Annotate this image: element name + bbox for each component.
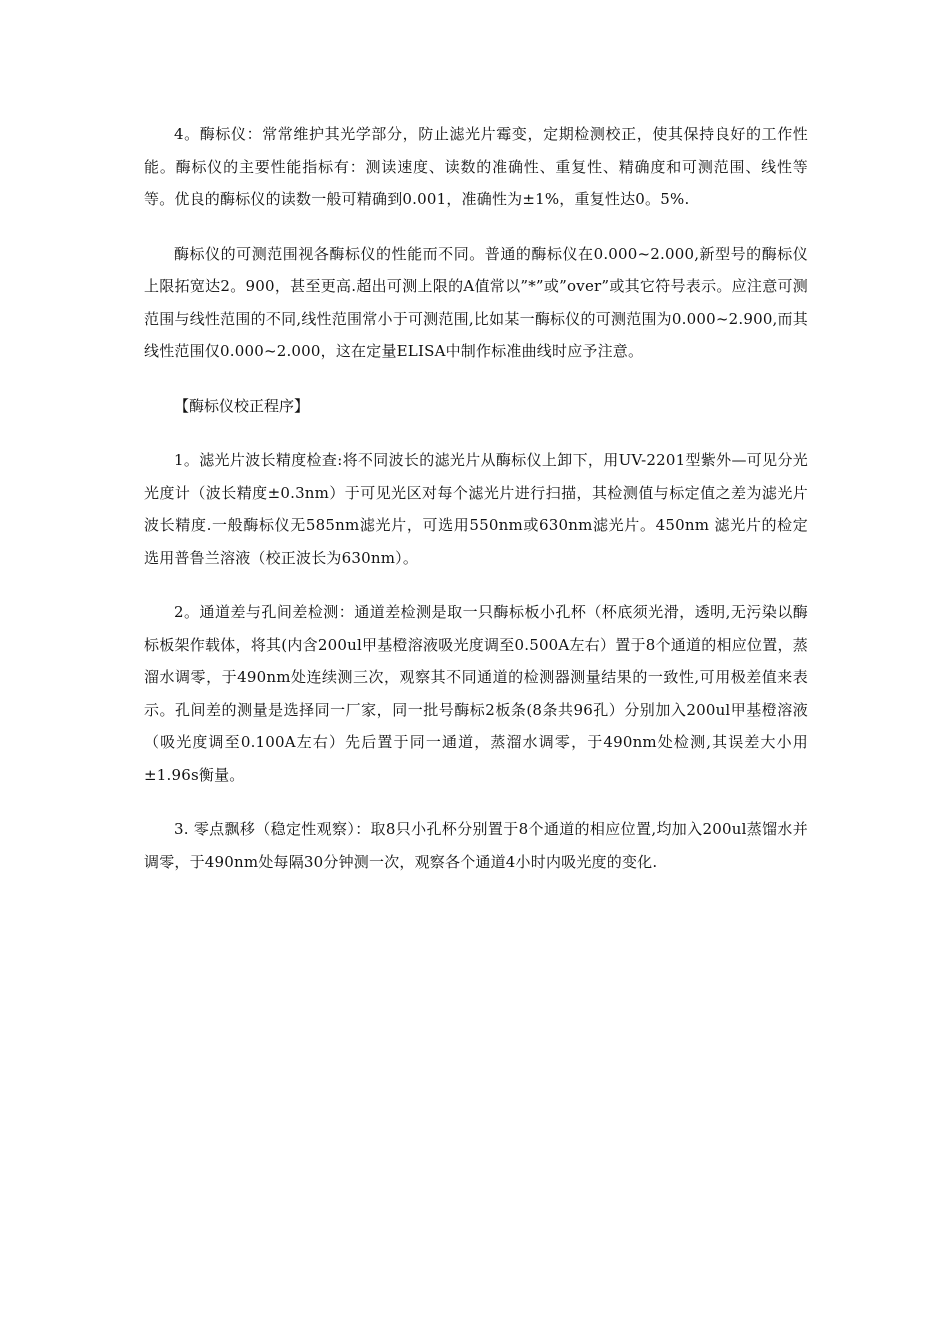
section-heading: 【酶标仪校正程序】 (174, 396, 310, 415)
paragraph-range: 酶标仪的可测范围视各酶标仪的性能而不同。普通的酶标仪在0.000~2.000,新型号的酶标仪上限拓宽达2。900，甚至更高.超出可测上限的A值常以”*”或”over”或其它符号表示。应注意可测范围与线性范围的不同,线性范围常小于可测范围,比如某一酶标仪的可测范围为0.000~2.900,而其线性范围仅0.000~2.000，这在定量ELISA中制作标准曲线时应予注意。 (144, 244, 808, 360)
step-zero-drift: 3. 零点飘移（稳定性观察）：取8只小孔杯分别置于8个通道的相应位置,均加入200ul蒸馏水并调零，于490nm处每隔30分钟测一次，观察各个通道4小时内吸光度的变化. (144, 820, 808, 871)
paragraph-maintenance: 4。酶标仪：常常维护其光学部分，防止滤光片霉变，定期检测校正，使其保持良好的工作性能。酶标仪的主要性能指标有：测读速度、读数的准确性、重复性、精确度和可测范围、线性等等。优良的酶标仪的读数一般可精确到0.001，准确性为±1%，重复性达0。5%. (144, 125, 808, 208)
step-channel-well-difference: 2。通道差与孔间差检测：通道差检测是取一只酶标板小孔杯（杯底须光滑，透明,无污染以酶标板架作载体，将其(内含200ul甲基橙溶液吸光度调至0.500A左右）置于8个通道的相应位置，蒸溜水调零，于490nm处连续测三次，观察其不同通道的检测器测量结果的一致性,可用极差值来表示。孔间差的测量是选择同一厂家，同一批号酶标2板条(8条共96孔）分别加入200ul甲基橙溶液（吸光度调至0.100A左右）先后置于同一通道，蒸溜水调零，于490nm处检测,其误差大小用±1.96s衡量。 (144, 603, 808, 784)
step-filter-wavelength: 1。滤光片波长精度检查:将不同波长的滤光片从酶标仪上卸下，用UV-2201型紫外—可见分光光度计（波长精度±0.3nm）于可见光区对每个滤光片进行扫描，其检测值与标定值之差为滤光片波长精度.一般酶标仪无585nm滤光片，可选用550nm或630nm滤光片。450nm 滤光片的检定选用普鲁兰溶液（校正波长为630nm）。 (144, 451, 808, 567)
document-body (144, 118, 808, 878)
